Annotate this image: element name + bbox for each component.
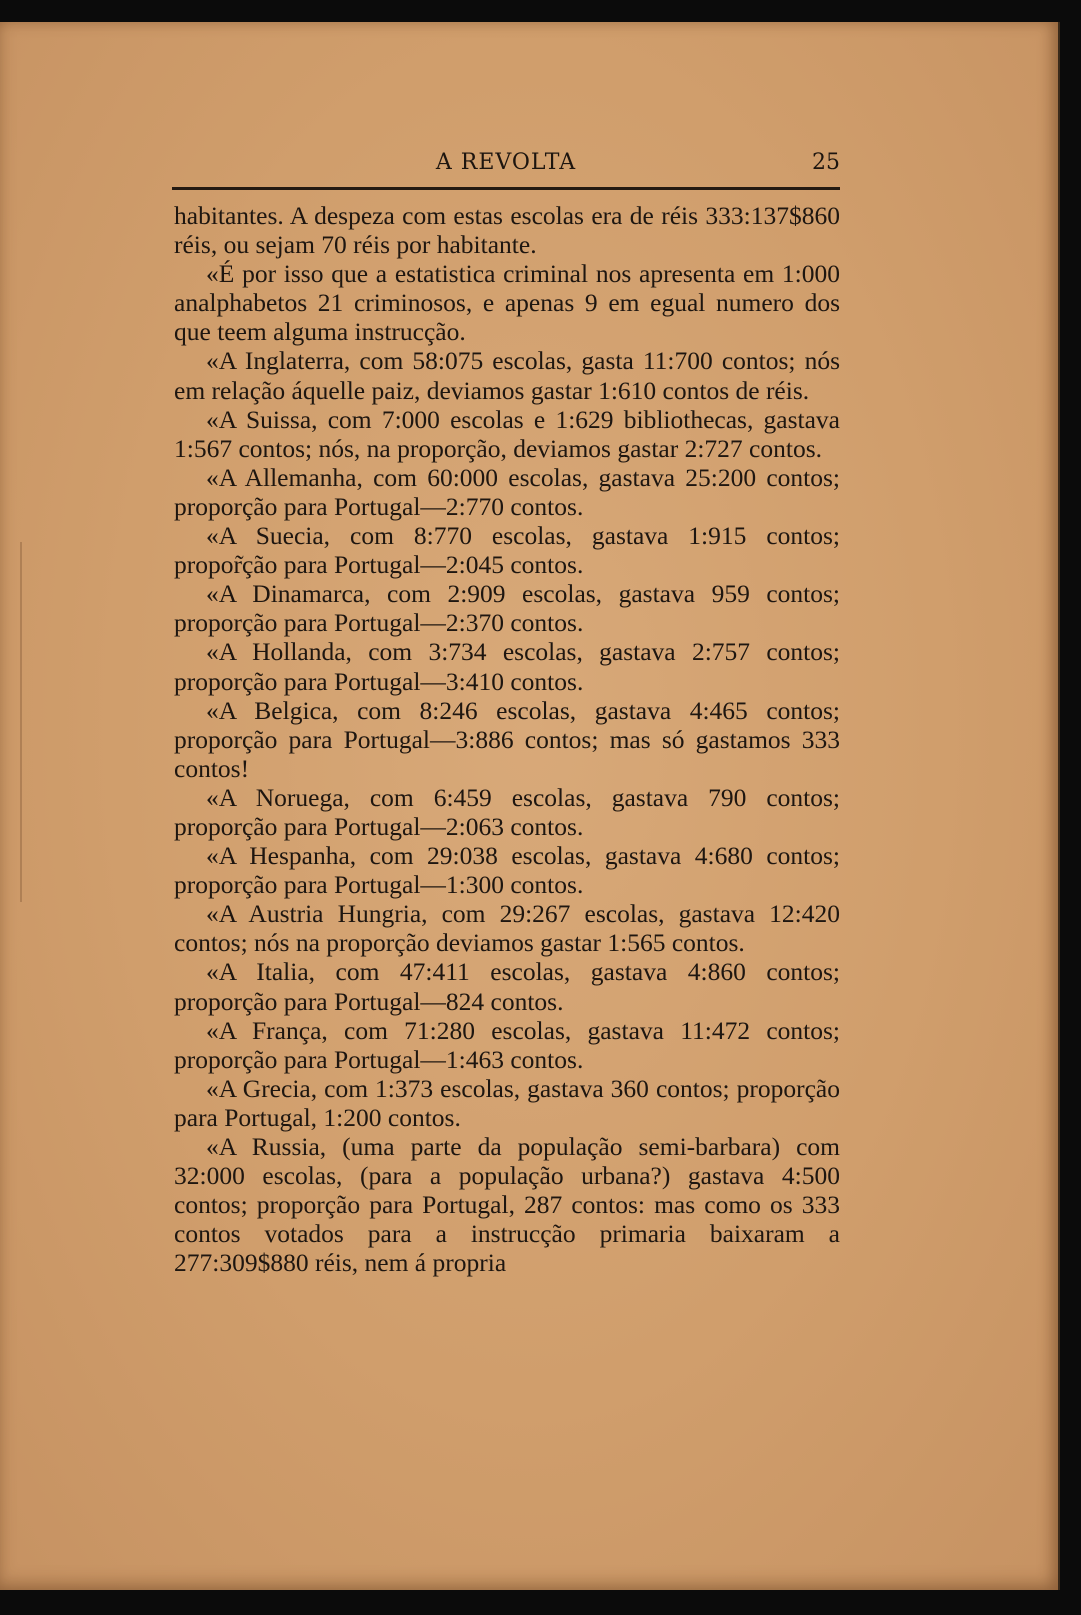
page-number: 25 <box>812 150 840 175</box>
paragraph: «A Suecia, com 8:770 escolas, gastava 1:915 contos; propor̃ção para Portugal—2:045 contos. <box>174 521 840 580</box>
paragraph: «A Italia, com 47:411 escolas, gastava 4:860 contos; proporção para Portugal—824 contos. <box>174 957 840 1016</box>
body-text <box>174 201 840 1277</box>
paragraph: «A Inglaterra, com 58:075 escolas, gasta 11:700 contos; nós em relação áquelle paiz, deviamos gastar 1:610 contos de réis. <box>174 346 840 405</box>
paragraph: «A Noruega, com 6:459 escolas, gastava 790 contos; proporção para Portugal—2:063 contos. <box>174 782 840 841</box>
paragraph: «A Allemanha, com 60:000 escolas, gastava 25:200 contos; proporção para Portugal—2:770 contos. <box>174 462 840 521</box>
paragraph: «A Hollanda, com 3:734 escolas, gastava 2:757 contos; proporção para Portugal—3:410 contos. <box>174 637 840 696</box>
running-title: A REVOLTA <box>435 150 577 175</box>
paragraph: «A Austria Hungria, com 29:267 escolas, gastava 12:420 contos; nós na proporção deviamos gastar 1:565 contos. <box>174 899 840 958</box>
paragraph: «A Dinamarca, com 2:909 escolas, gastava 959 contos; proporção para Portugal—2:370 contos. <box>174 579 840 638</box>
paragraph: «É por isso que a estatistica criminal nos apresenta em 1:000 analphabetos 21 criminosos, e apenas 9 em egual numero dos que teem alguma instrucção. <box>174 259 840 347</box>
paragraph: «A Russia, (uma parte da população semi-barbara) com 32:000 escolas, (para a população urbana?) gastava 4:500 contos; proporção para Portugal, 287 contos: mas como os 333 contos votados para a instrucção primaria baixaram a 277:309$880 réis, nem á propria <box>174 1132 840 1278</box>
paragraph: «A Hespanha, com 29:038 escolas, gastava 4:680 contos; proporção para Portugal—1:300 contos. <box>174 841 840 900</box>
paragraph: «A Grecia, com 1:373 escolas, gastava 360 contos; proporção para Portugal, 1:200 contos. <box>174 1073 840 1132</box>
paragraph: «A Belgica, com 8:246 escolas, gastava 4:465 contos; proporção para Portugal—3:886 contos; mas só gastamos 333 contos! <box>174 695 840 783</box>
paragraph: habitantes. A despeza com estas escolas era de réis 333:137$860 réis, ou sejam 70 réis por habitante. <box>174 201 840 260</box>
header-rule <box>172 187 840 190</box>
paragraph: «A França, com 71:280 escolas, gastava 11:472 contos; proporção para Portugal—1:463 contos. <box>174 1015 840 1074</box>
paragraph: «A Suissa, com 7:000 escolas e 1:629 bibliothecas, gastava 1:567 contos; nós, na proporção, deviamos gastar 2:727 contos. <box>174 404 840 463</box>
running-head <box>172 146 840 182</box>
page-fold-mark <box>20 542 22 902</box>
